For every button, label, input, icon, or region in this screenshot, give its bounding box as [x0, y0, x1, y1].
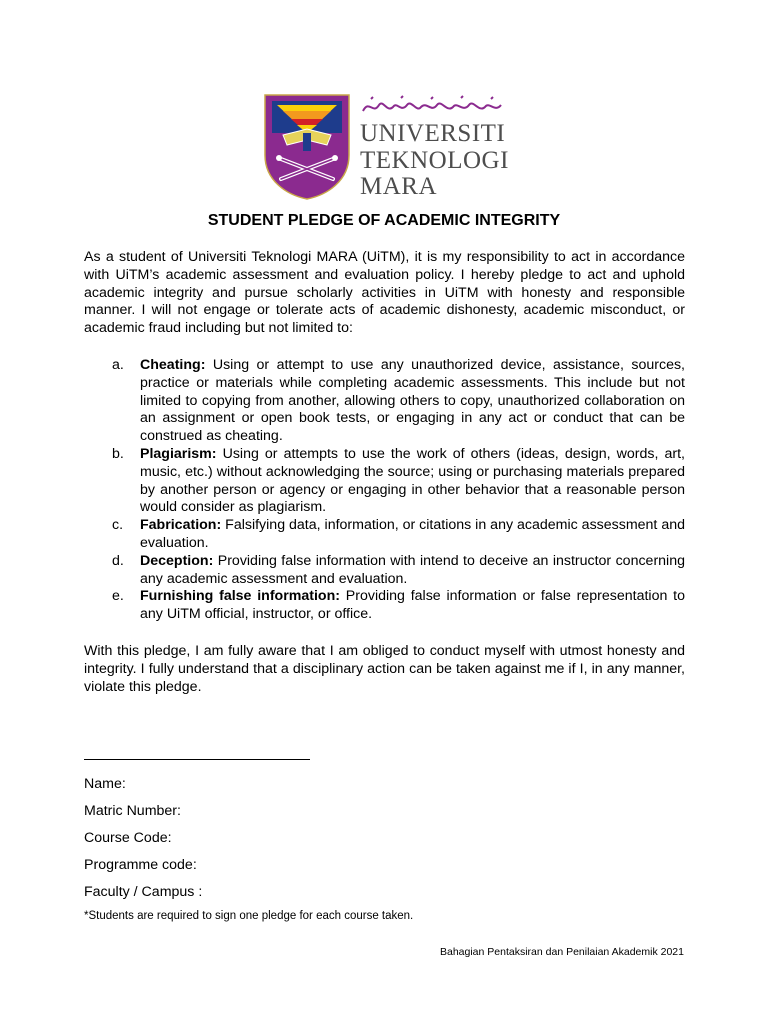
uitm-shield-emblem [263, 93, 351, 201]
university-name-line-3: MARA [360, 173, 438, 200]
closing-paragraph: With this pledge, I am fully aware that I am obliged to conduct myself with utmost honesty and integrity. I fully understand that a disciplinary action can be taken against me if I, in any manner, violate this pledge. [84, 643, 685, 695]
list-term: Deception: [140, 552, 214, 569]
list-marker: d. [112, 552, 124, 569]
list-term: Cheating: [140, 357, 206, 373]
footnote: *Students are required to sign one pledge for each course taken. [84, 910, 414, 922]
list-marker: a. [112, 357, 124, 373]
list-text: Using or attempt to use any unauthorized device, assistance, sources, practice or materials while completing academic assessments. This include but not limited to copying from another, allowing others to copy, unauthorized collaboration on an assignment or open book tests, or engaging in any act or conduct that can be construed as cheating. [140, 357, 685, 445]
programme-code-field-label: Programme code: [84, 857, 197, 873]
document-title: STUDENT PLEDGE OF ACADEMIC INTEGRITY [207, 212, 561, 229]
name-field-label: Name: [84, 776, 126, 792]
uitm-logo [263, 93, 513, 203]
list-marker: e. [112, 588, 124, 605]
list-text: Falsifying data, information, or citations in any academic assessment and evaluation. [140, 517, 685, 551]
list-marker: c. [112, 517, 124, 534]
list-item-plagiarism [84, 446, 685, 517]
list-text: Using or attempts to use the work of others (ideas, design, words, art, music, etc.) without acknowledging the source; using or purchasing materials prepared by another person or agency or engaging in other behavior that a reasonable person would consider as plagiarism. [140, 445, 685, 516]
jawi-university-name [361, 95, 503, 117]
list-term: Furnishing false information: [140, 588, 340, 605]
course-code-field-label: Course Code: [84, 830, 172, 846]
faculty-campus-field-label: Faculty / Campus : [84, 884, 203, 900]
university-name-line-1: UNIVERSITI [360, 120, 506, 147]
list-text: Providing false information or false representation to any UiTM official, instructor, or office. [140, 588, 685, 623]
university-name-line-2: TEKNOLOGI [360, 147, 509, 174]
list-item-deception [84, 553, 685, 589]
intro-paragraph: As a student of Universiti Teknologi MARA (UiTM), it is my responsibility to act in accordance with UiTM’s academic assessment and evaluation policy. I hereby pledge to act and uphold academic integrity and pursue scholarly activities in UiTM with honesty and responsible manner. I will not engage or tolerate acts of academic dishonesty, academic misconduct, or academic fraud including but not limited to: [84, 249, 685, 337]
list-item-cheating [84, 357, 685, 446]
signature-line[interactable] [84, 759, 310, 760]
matric-number-field-label: Matric Number: [84, 803, 181, 819]
list-text: Providing false information with intend to deceive an instructor concerning any academic assessment and evaluation. [140, 552, 685, 587]
list-marker: b. [112, 445, 124, 462]
list-item-fabrication [84, 517, 685, 553]
list-term: Plagiarism: [140, 445, 217, 462]
misconduct-list [84, 357, 685, 624]
page-footer: Bahagian Pentaksiran dan Penilaian Akademik 2021 [439, 946, 684, 958]
list-term: Fabrication: [140, 517, 222, 534]
list-item-furnishing-false-information [84, 588, 685, 624]
